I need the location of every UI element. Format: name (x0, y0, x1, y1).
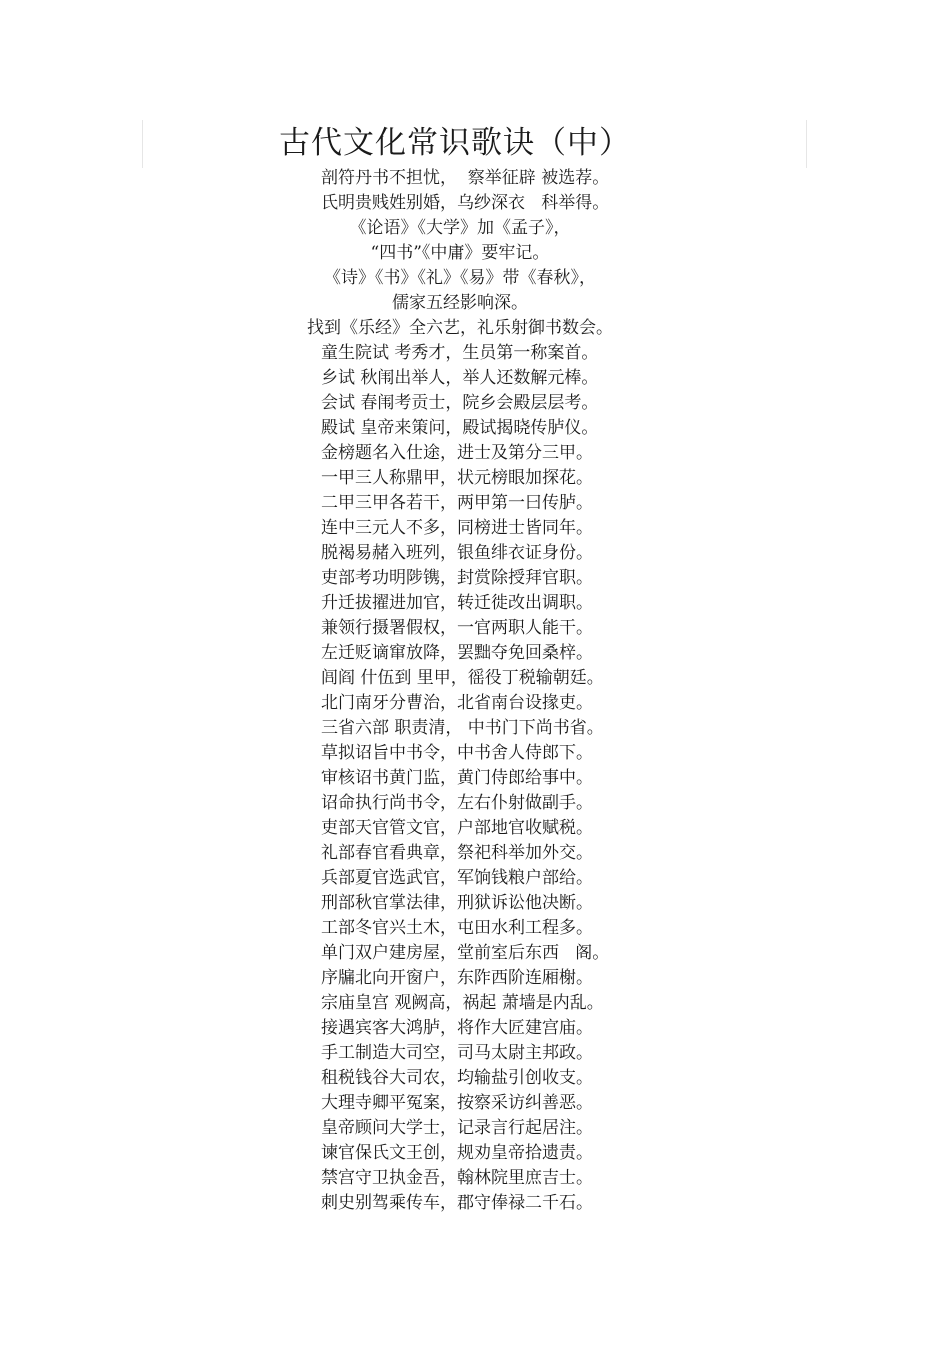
poem-line: 刺史别驾乘传车，郡守俸禄二千石。 (321, 1193, 593, 1213)
poem-line: 诏命执行尚书令，左右仆射做副手。 (321, 793, 593, 813)
poem-line: 兼领行摄署假权，一官两职人能干。 (321, 618, 593, 638)
poem-line: 接遇宾客大鸿胪，将作大匠建宫庙。 (321, 1018, 593, 1038)
poem-line: 闾阎 什伍到 里甲，徭役丁税输朝廷。 (321, 668, 604, 688)
poem-line: 禁宫守卫执金吾，翰林院里庶吉士。 (321, 1168, 593, 1188)
poem-line: “四书”《中庸》要牢记。 (370, 243, 550, 263)
poem-line: 吏部天官管文官，户部地官收赋税。 (321, 818, 593, 838)
poem-line: 连中三元人不多，同榜进士皆同年。 (321, 518, 593, 538)
poem-line: 序牖北向开窗户，东阼西阶连厢榭。 (321, 968, 593, 988)
poem-line: 工部冬官兴土木，屯田水利工程多。 (321, 918, 593, 938)
poem-line: 谏官保氏文王创，规劝皇帝拾遗责。 (321, 1143, 593, 1163)
poem-line: 审核诏书黄门监，黄门侍郎给事中。 (321, 768, 593, 788)
poem-line: 三省六部 职责清， 中书门下尚书省。 (321, 718, 604, 738)
poem-line: 剖符丹书不担忧， 察举征辟 被选荐。 (321, 168, 610, 188)
poem-line: 《论语》《大学》加《孟子》， (349, 218, 571, 238)
poem-line: 宗庙皇宫 观阙高，祸起 萧墙是内乱。 (321, 993, 604, 1013)
poem-line: 氏明贵贱姓别婚，乌纱深衣 科举得。 (321, 193, 610, 213)
poem-line: 脱褐易赭入班列，银鱼绯衣证身份。 (321, 543, 593, 563)
poem-line: 乡试 秋闱出举人，举人还数解元棒。 (321, 368, 599, 388)
poem-line: 找到《乐经》全六艺，礼乐射御书数会。 (307, 318, 613, 338)
poem-line: 手工制造大司空，司马太尉主邦政。 (321, 1043, 593, 1063)
poem-line: 单门双户建房屋，堂前室后东西 阁。 (321, 943, 610, 963)
poem-line: 一甲三人称鼎甲，状元榜眼加探花。 (321, 468, 593, 488)
poem-line: 儒家五经影响深。 (392, 293, 528, 313)
poem-line: 刑部秋官掌法律，刑狱诉讼他决断。 (321, 893, 593, 913)
poem-line: 租税钱谷大司农，均输盐引创收支。 (321, 1068, 593, 1088)
poem-line: 北门南牙分曹治，北省南台设掾吏。 (321, 693, 593, 713)
poem-line: 殿试 皇帝来策问，殿试揭晓传胪仪。 (321, 418, 599, 438)
poem-line: 金榜题名入仕途，进士及第分三甲。 (321, 443, 593, 463)
document-title: 古代文化常识歌诀（中） (279, 125, 631, 161)
poem-line: 会试 春闱考贡士，院乡会殿层层考。 (321, 393, 599, 413)
poem-line: 兵部夏官选武官，军饷钱粮户部给。 (321, 868, 593, 888)
poem-line: 《诗》《书》《礼》《易》带《春秋》， (324, 268, 596, 288)
poem-line: 左迁贬谪窜放降，罢黜夺免回桑梓。 (321, 643, 593, 663)
poem-line: 二甲三甲各若干，两甲第一曰传胪。 (321, 493, 593, 513)
poem-line: 吏部考功明陟镌，封赏除授拜官职。 (321, 568, 593, 588)
poem-line: 童生院试 考秀才，生员第一称案首。 (321, 343, 599, 363)
poem-line: 大理寺卿平冤案，按察采访纠善恶。 (321, 1093, 593, 1113)
poem-line: 升迁拔擢进加官，转迁徙改出调职。 (321, 593, 593, 613)
poem-line: 草拟诏旨中书令，中书舍人侍郎下。 (321, 743, 593, 763)
poem-body (0, 166, 920, 1216)
poem-line: 皇帝顾问大学士，记录言行起居注。 (321, 1118, 593, 1138)
poem-line: 礼部春官看典章，祭祀科举加外交。 (321, 843, 593, 863)
